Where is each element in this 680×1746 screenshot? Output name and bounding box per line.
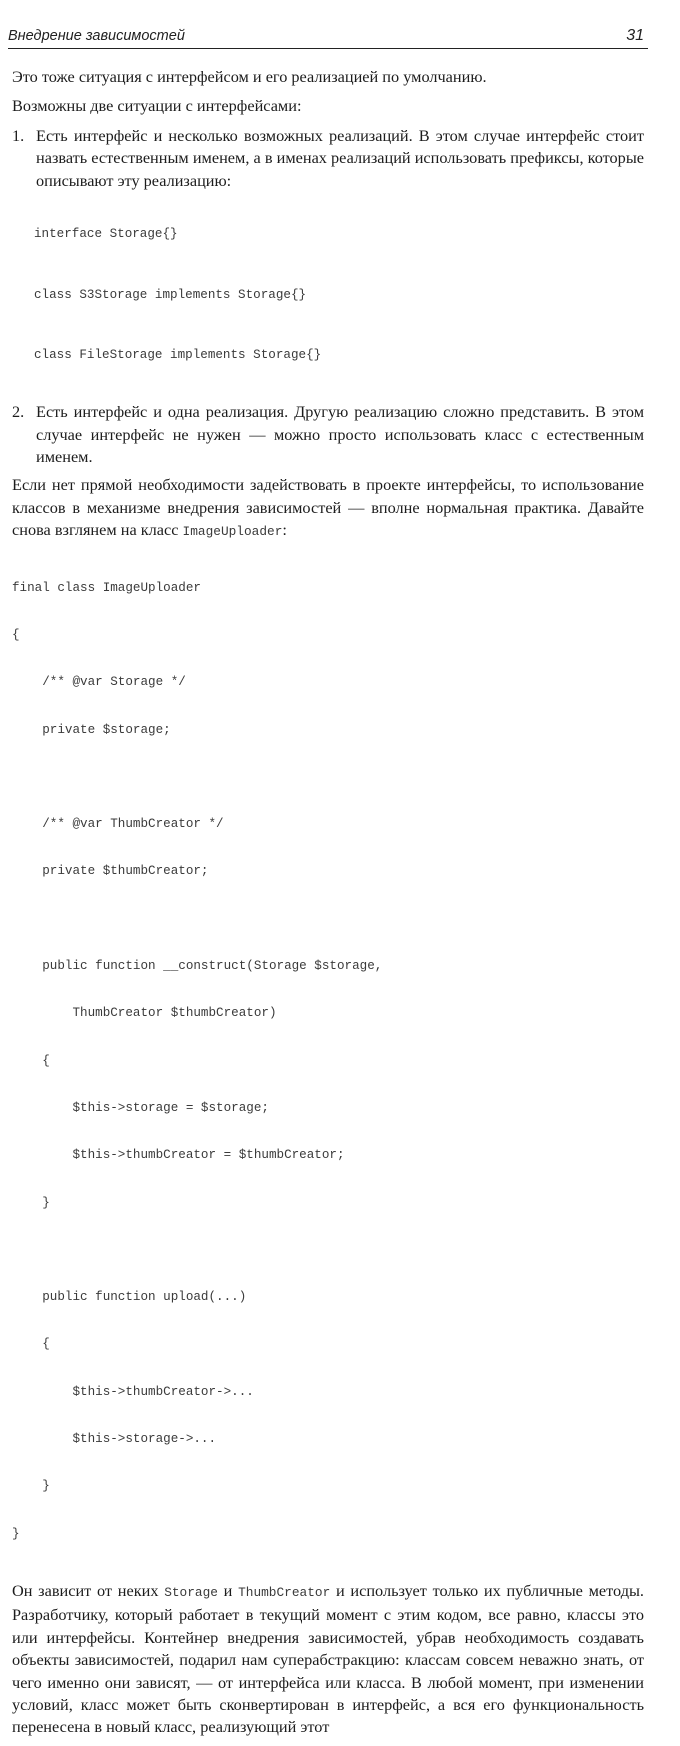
list-item-1 [12,125,644,192]
paragraph-4-text-b: и [217,1580,239,1600]
list-number-1: 1. [12,125,25,145]
chapter-title: Внедрение зависимостей [8,28,185,44]
code-line: { [12,627,20,642]
inline-code-imageuploader: ImageUploader [182,524,283,540]
code-line: /** @var ThumbCreator */ [12,817,224,832]
code-line: class FileStorage implements Storage{} [34,348,322,363]
code-line: $this->storage->... [12,1432,217,1446]
code-line: } [12,1479,50,1494]
paragraph-3 [12,474,644,543]
code-line: $this->thumbCreator = $thumbCreator; [12,1148,345,1163]
running-header [8,26,648,49]
code-line: ThumbCreator $thumbCreator) [12,1006,277,1021]
paragraph-3-text: Если нет прямой необходимости задействовать в проекте интерфейсы, то использование классов в механизме внедрения зависимостей — вполне нормальная практика. Давайте снова взглянем на класс [12,475,644,540]
code-line: $this->thumbCreator->... [12,1384,254,1399]
paragraph-1: Это тоже ситуация с интерфейсом и его реализацией по умолчанию. [12,67,487,86]
code-line: { [12,1337,50,1352]
paragraph-4-text-a: Он зависит от неких [12,1580,165,1600]
paragraph-4 [12,1580,644,1739]
code-line: $this->storage = $storage; [12,1100,269,1115]
page-content [12,66,644,1746]
paragraph-4-text-c: и использует только их публичные методы. Разработчику, который работает в текущий момент с этим кодом, все равно, классы это или интерфейсы. Контейнер внедрения зависимостей, убрав необходимость создавать объекты зависимостей, подарил нам суперабстракцию: классам совсем неважно знать, от чего именно они зависят, — от интерфейса или класса. В любой момент, при изменении условий, класс может быть сконвертирован в интерфейс, а вся его функциональность перенесена в новый класс, реализующий этот [12,1580,644,1737]
code-line [12,1241,644,1260]
code-line: public function __construct(Storage $storage, [12,959,383,974]
code-line: private $storage; [12,722,171,737]
code-line: interface Storage{} [34,227,178,242]
inline-code-storage: Storage [164,1584,218,1600]
paragraph-3-end: : [282,520,287,540]
code-line: /** @var Storage */ [12,675,186,690]
paragraph-2: Возможны две ситуации с интерфейсами: [12,96,302,116]
code-line: class S3Storage implements Storage{} [34,287,307,302]
page-number: 31 [626,27,644,44]
code-block-implementations [34,198,644,391]
list-text-1: Есть интерфейс и несколько возможных реализаций. В этом случае интерфейс стоит назвать естественным именем, а в именах реализаций использовать префиксы, которые описывают эту реализацию: [36,125,644,190]
code-line: final class ImageUploader [12,580,201,595]
code-line [12,768,644,787]
code-line: { [12,1053,50,1068]
code-block-imageuploader [12,551,644,1572]
list-number-2: 2. [12,402,25,422]
inline-code-thumbcreator: ThumbCreator [238,1584,331,1600]
code-line: } [12,1195,50,1210]
list-text-2: Есть интерфейс и одна реализация. Другую реализацию сложно представить. В этом случае интерфейс не нужен — можно просто использовать класс с естественным именем. [36,402,644,467]
code-line: public function upload(...) [12,1290,247,1305]
list-item-2 [12,401,644,468]
code-line: private $thumbCreator; [12,864,209,879]
code-line [12,910,644,929]
code-line: } [12,1526,20,1541]
